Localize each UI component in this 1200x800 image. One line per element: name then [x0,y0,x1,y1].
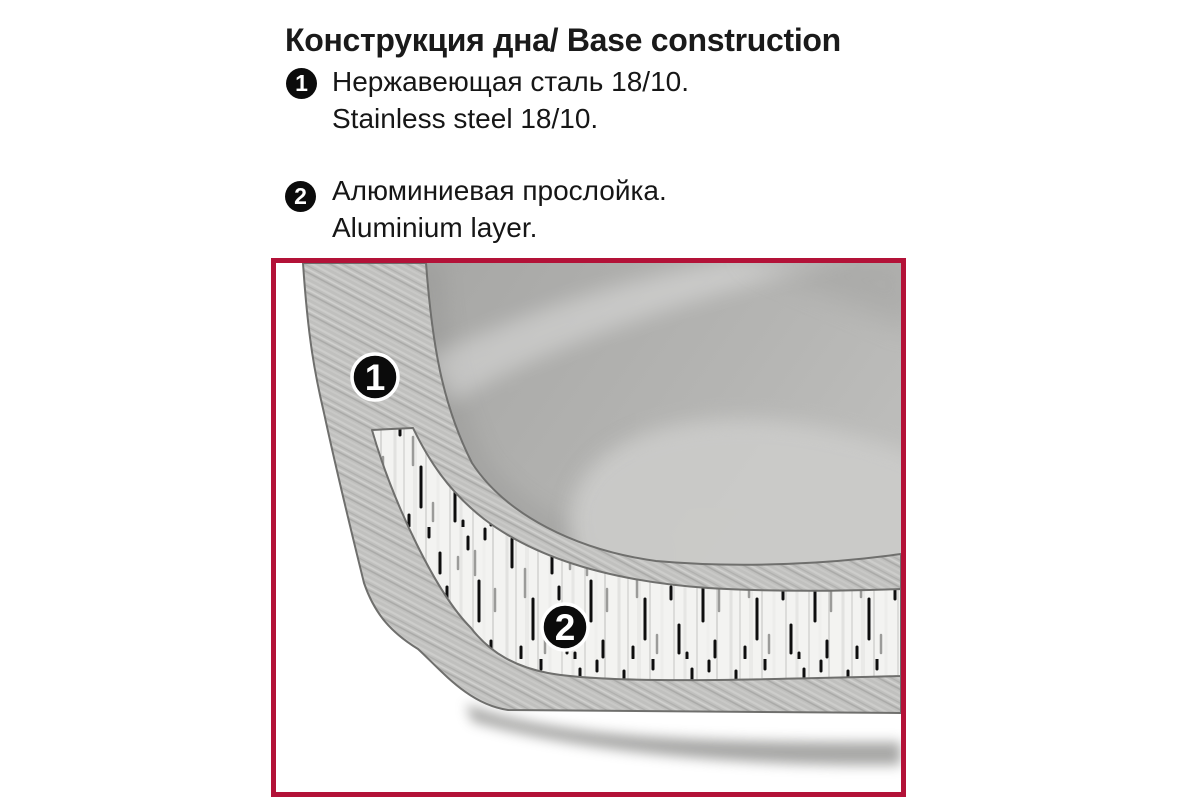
label-1-number: 1 [364,357,386,398]
legend-item-2 [332,172,667,246]
legend-item-2-line-en: Aluminium layer. [332,212,538,243]
label-1-badge [352,354,398,400]
base-construction-diagram [271,258,906,797]
legend-item-1-line-ru: Нержавеющая сталь 18/10. [332,66,689,97]
page-title: Конструкция дна/ Base construction [285,22,841,59]
pan-cross-section [276,263,901,792]
legend-item-2-line-ru: Алюминиевая прослойка. [332,175,667,206]
legend-bullet-1: 1 [286,68,317,99]
legend-bullet-2: 2 [285,181,316,212]
legend-item-1 [332,63,689,137]
label-2-badge [542,604,588,650]
legend-item-1-line-en: Stainless steel 18/10. [332,103,599,134]
label-2-number: 2 [554,607,576,648]
